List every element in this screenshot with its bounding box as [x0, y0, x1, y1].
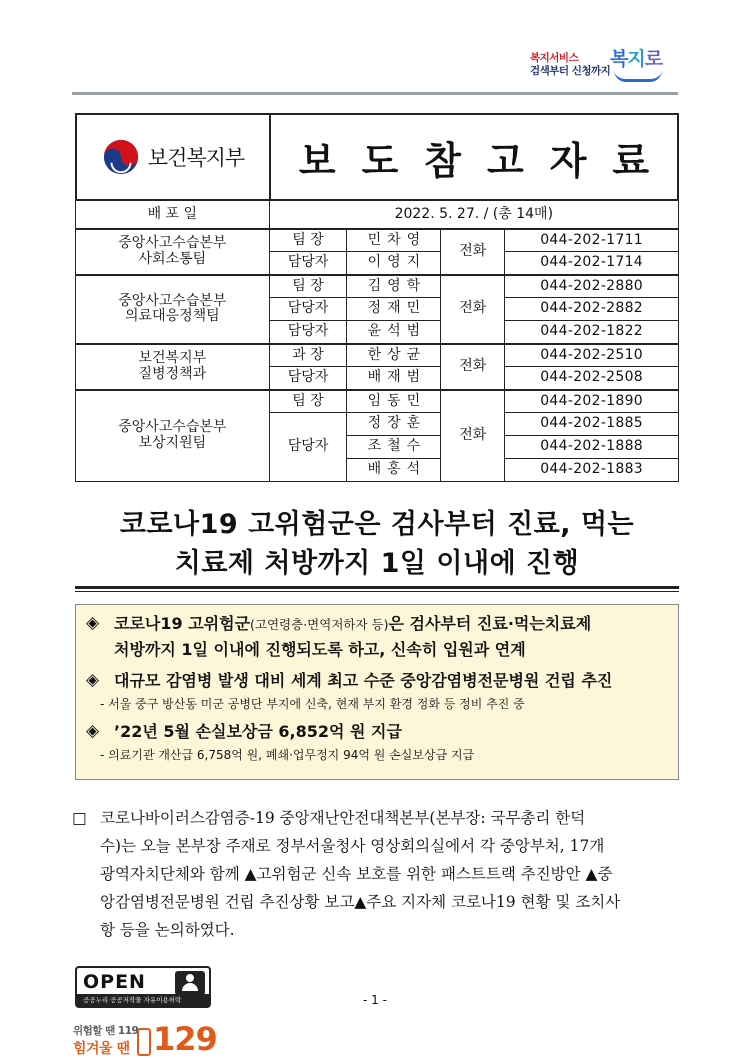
summary-item2-text: 대규모 감염병 발생 대비 세계 최고 수준 중앙감염병전문병원 건립 추진 [114, 671, 613, 690]
phone-label: 전화 [441, 275, 505, 344]
contact-role: 담당자 [269, 413, 347, 482]
contact-phone: 044-202-1883 [505, 459, 679, 482]
diamond-bullet-icon: ◈ [86, 670, 100, 690]
checkbox-bullet-icon: □ [72, 809, 87, 827]
open-label: OPEN [83, 971, 146, 993]
taegeuk-emblem-icon [102, 138, 140, 176]
headline-line2: 치료제 처방까지 1일 이내에 진행 [174, 548, 580, 579]
summary-item2-detail: - 서울 중구 방산동 미군 공병단 부지에 신축, 현재 부지 환경 정화 등 정비 추진 중 [100, 697, 525, 711]
contact-dept: 중앙사고수습본부 보상지원팀 [76, 390, 270, 482]
release-date-row [76, 201, 679, 229]
document-header [75, 113, 679, 201]
brand-line2: 검색부터 신청까지 [530, 65, 611, 77]
body-line: 앙감염병전문병원 건립 추진상황 보고▲주요 지자체 코로나19 현황 및 조치사 [100, 893, 621, 911]
diamond-bullet-icon: ◈ [86, 721, 100, 741]
contact-name: 이영지 [347, 252, 441, 275]
release-value: 2022. 5. 27. / (총 14매) [269, 201, 678, 229]
attribution-person-icon [175, 971, 205, 995]
body-paragraph: □ 코로나바이러스감염증-19 중앙재난안전대책본부(본부장: 국무총리 한덕 수)는 오늘 본부장 주재로 정부서울청사 영상회의실에서 각 중앙부처, 17개 광역자치단체와 함께 ▲고위험군 신속 보호를 위한 패스트트랙 추진방안 ▲중 앙감염병전문병원 건립 추진상황 보고▲주요 지자체 코로나19 현황 및 조치사 항 등을 논의하였다. [72, 804, 680, 944]
phone-label: 전화 [441, 229, 505, 275]
bokjiro-logo: 복지로 [610, 48, 663, 70]
phone-label: 전화 [441, 390, 505, 482]
contact-name: 김영학 [347, 275, 441, 298]
contact-role: 팀 장 [269, 275, 347, 298]
ministry-name: 보건복지부 [147, 146, 245, 170]
contact-dept: 보건복지부 질병정책과 [76, 344, 270, 390]
contact-row [76, 275, 679, 298]
contact-phone: 044-202-1711 [505, 229, 679, 252]
summary-item3-text: ’22년 5월 손실보상금 6,852억 원 지급 [114, 722, 402, 741]
contact-name: 정재민 [347, 298, 441, 321]
body-line: 항 등을 논의하였다. [100, 921, 235, 939]
body-line: 광역자치단체와 함께 ▲고위험군 신속 보호를 위한 패스트트랙 추진방안 ▲중 [100, 865, 613, 883]
contact-row [76, 390, 679, 413]
contact-phone: 044-202-2882 [505, 298, 679, 321]
page-number: - 1 - [363, 993, 387, 1007]
contact-role: 담당자 [269, 252, 347, 275]
hotline-129-badge [73, 1022, 233, 1060]
summary-item: ◈ 코로나19 고위험군(고연령층·면역저하자 등)은 검사부터 진료·먹는치료제 처방까지 1일 이내에 진행되도록 하고, 신속히 입원과 연계 [86, 611, 672, 662]
contact-role: 팀 장 [269, 229, 347, 252]
headline-line1: 코로나19 고위험군은 검사부터 진료, 먹는 [119, 509, 635, 540]
summary-item [86, 668, 672, 693]
contact-row [76, 229, 679, 252]
contact-phone: 044-202-1822 [505, 321, 679, 344]
contact-name: 민차영 [347, 229, 441, 252]
contact-name: 배재범 [347, 367, 441, 390]
document-type-title: 보도참고자료 [298, 138, 676, 183]
phone-icon [137, 1028, 151, 1056]
bokjiro-smile-icon [614, 70, 662, 82]
contact-row [76, 344, 679, 367]
contact-name: 정장훈 [347, 413, 441, 436]
contact-role: 담당자 [269, 321, 347, 344]
summary-item [86, 719, 672, 744]
contact-role: 팀 장 [269, 390, 347, 413]
contact-phone: 044-202-1714 [505, 252, 679, 275]
contact-name: 한상균 [347, 344, 441, 367]
headline-divider-thin [75, 591, 679, 592]
diamond-bullet-icon: ◈ [86, 613, 100, 633]
contact-phone: 044-202-1888 [505, 436, 679, 459]
hotline-line2: 힘겨울 땐 [73, 1041, 130, 1057]
ministry-logo [77, 115, 271, 199]
hotline-line1: 위험할 땐 119 [73, 1025, 139, 1037]
contact-dept: 중앙사고수습본부 사회소통팀 [76, 229, 270, 275]
release-label: 배 포 일 [76, 201, 270, 229]
contact-table [75, 200, 679, 482]
contact-phone: 044-202-1890 [505, 390, 679, 413]
kogl-open-badge [75, 966, 211, 1008]
hotline-number: 129 [153, 1020, 217, 1058]
contact-phone: 044-202-1885 [505, 413, 679, 436]
phone-label: 전화 [441, 344, 505, 390]
summary-item3-detail: - 의료기관 개산급 6,758억 원, 폐쇄·업무정지 94억 원 손실보상금 지급 [100, 748, 475, 762]
open-license-strip: 공공누리 공공저작물 자유이용허락 [77, 994, 209, 1006]
top-divider [72, 92, 678, 95]
body-line: 수)는 오늘 본부장 주재로 정부서울청사 영상회의실에서 각 중앙부처, 17개 [100, 837, 605, 855]
headline-divider [75, 586, 679, 589]
contact-name: 윤석범 [347, 321, 441, 344]
bokjiro-brand [520, 44, 670, 84]
contact-phone: 044-202-2510 [505, 344, 679, 367]
contact-phone: 044-202-2508 [505, 367, 679, 390]
contact-name: 조철수 [347, 436, 441, 459]
contact-role: 과 장 [269, 344, 347, 367]
contact-name: 배홍석 [347, 459, 441, 482]
contact-dept: 중앙사고수습본부 의료대응정책팀 [76, 275, 270, 344]
contact-role: 담당자 [269, 367, 347, 390]
brand-line1: 복지서비스 [530, 52, 579, 64]
summary-item1-line2: 처방까지 1일 이내에 진행되도록 하고, 신속히 입원과 연계 [114, 640, 526, 659]
summary-box [75, 604, 679, 780]
contact-phone: 044-202-2880 [505, 275, 679, 298]
press-headline [75, 505, 679, 583]
contact-name: 임동민 [347, 390, 441, 413]
contact-role: 담당자 [269, 298, 347, 321]
